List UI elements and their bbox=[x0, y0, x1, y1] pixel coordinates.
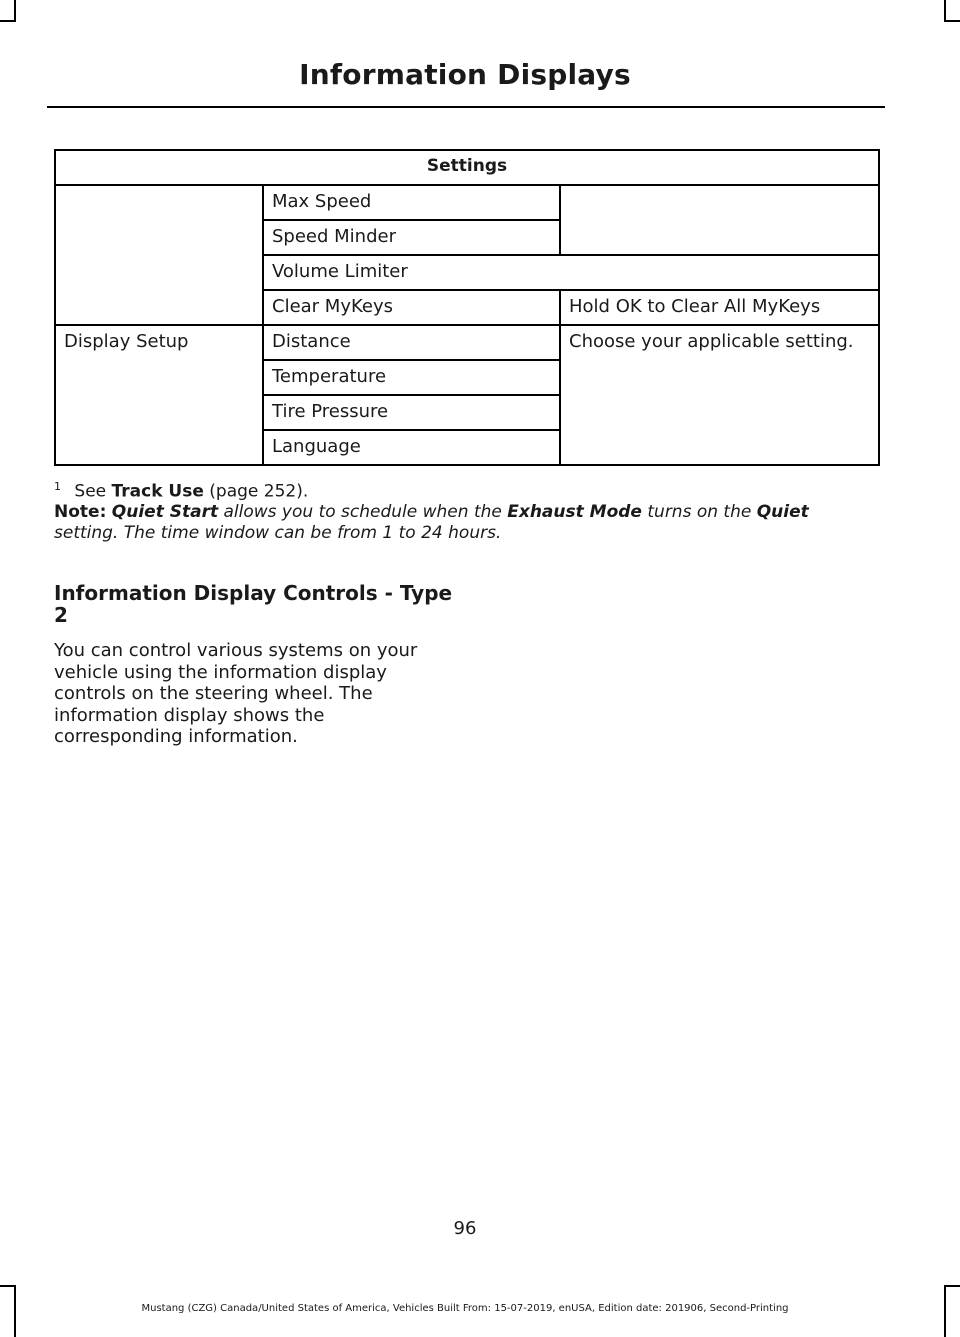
table-footnote bbox=[54, 480, 308, 502]
table-cell-speed-minder: Speed Minder bbox=[263, 220, 560, 255]
note-term-quiet-start: Quiet Start bbox=[111, 502, 219, 522]
table-cell-display-setup: Display Setup bbox=[55, 325, 263, 465]
table-cell-display-setup-action: Choose your applicable setting. bbox=[560, 325, 879, 465]
note-term-quiet: Quiet bbox=[756, 502, 809, 522]
page-header-title: Information Displays bbox=[299, 58, 631, 91]
page-footer: Mustang (CZG) Canada/United States of America, Vehicles Built From: 15-07-2019, enUSA, Edition date: 201906, Second-Printing bbox=[141, 1303, 789, 1314]
note-label: Note: bbox=[54, 502, 107, 522]
crop-mark-top-right-v bbox=[944, 0, 946, 22]
note-term-exhaust-mode: Exhaust Mode bbox=[507, 502, 642, 522]
table-cell-empty-speed bbox=[560, 185, 879, 255]
crop-mark-bottom-right-v bbox=[944, 1285, 946, 1337]
header-divider bbox=[47, 106, 885, 108]
note-text-3: setting. The time window can be from 1 to 24 hours. bbox=[54, 523, 502, 543]
table-cell-empty-group bbox=[55, 185, 263, 325]
table-cell-clear-mykeys: Clear MyKeys bbox=[263, 290, 560, 325]
note-paragraph bbox=[54, 502, 874, 544]
note-text-1: allows you to schedule when the bbox=[223, 502, 502, 522]
crop-mark-bottom-left-h bbox=[0, 1285, 16, 1287]
footnote-suffix: (page 252). bbox=[209, 481, 309, 502]
footnote-link[interactable]: Track Use bbox=[111, 481, 204, 502]
page-number: 96 bbox=[453, 1218, 477, 1239]
table-caption: Settings bbox=[55, 150, 879, 185]
section-body: You can control various systems on your vehicle using the information display controls on the steering wheel. The information display shows the corresponding information. bbox=[54, 640, 418, 747]
footnote-marker: 1 bbox=[54, 480, 61, 493]
table-cell-max-speed: Max Speed bbox=[263, 185, 560, 220]
table-cell-language: Language bbox=[263, 430, 560, 465]
section-heading: Information Display Controls - Type 2 bbox=[54, 581, 453, 627]
crop-mark-top-right-h bbox=[944, 20, 960, 22]
table-cell-clear-mykeys-action: Hold OK to Clear All MyKeys bbox=[560, 290, 879, 325]
table-cell-distance: Distance bbox=[263, 325, 560, 360]
note-text-2: turns on the bbox=[647, 502, 752, 522]
table-cell-temperature: Temperature bbox=[263, 360, 560, 395]
settings-table bbox=[54, 149, 880, 466]
table-cell-tire-pressure: Tire Pressure bbox=[263, 395, 560, 430]
crop-mark-top-left-v bbox=[14, 0, 16, 22]
footnote-prefix: See bbox=[74, 481, 107, 502]
crop-mark-bottom-right-h bbox=[944, 1285, 960, 1287]
crop-mark-top-left-h bbox=[0, 20, 16, 22]
table-cell-volume-limiter: Volume Limiter bbox=[263, 255, 879, 290]
